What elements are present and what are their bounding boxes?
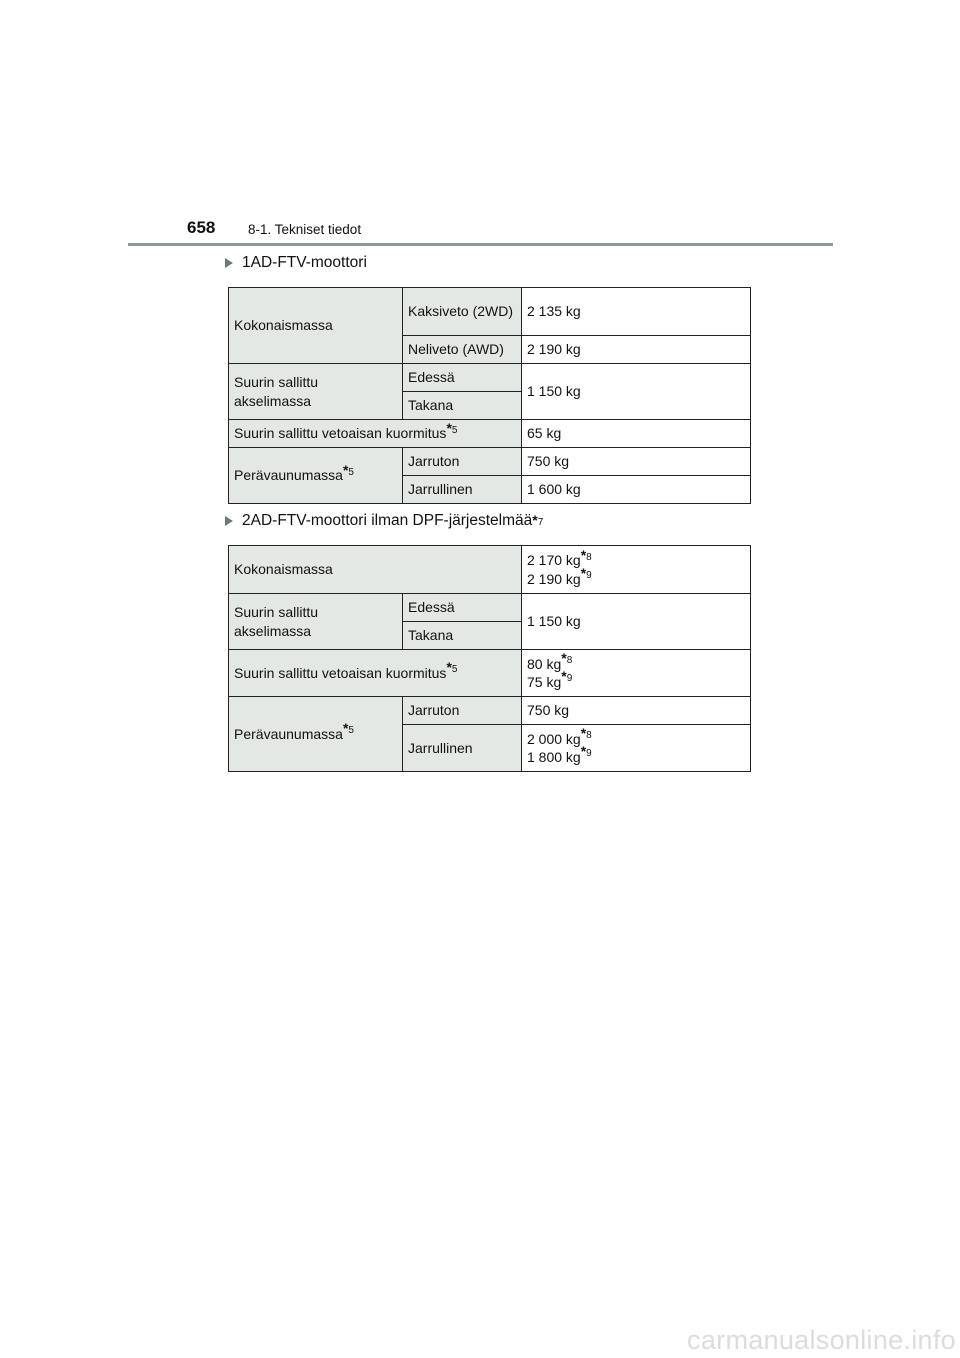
- table-row: [229, 288, 751, 336]
- cell-value: 1 150 kg: [522, 364, 751, 420]
- heading-text: 1AD-FTV-moottori: [242, 254, 367, 271]
- footnote-ref: *5: [342, 461, 354, 478]
- cell-label: Jarrullinen: [403, 725, 522, 772]
- footnote-ref: *7: [532, 511, 544, 528]
- cell-value: 2 170 $kg^{*8}$ 2 190 $kg^{*9}$: [522, 546, 751, 594]
- spec-table-1ad: [228, 287, 751, 504]
- cell-label: Takana: [403, 622, 522, 650]
- asterisk-icon: *: [446, 659, 452, 676]
- table-row: [229, 364, 751, 392]
- cell-value: 1 150 kg: [522, 594, 751, 650]
- asterisk-icon: *: [580, 743, 587, 760]
- cell-value: 750 kg: [522, 697, 751, 725]
- cell-value: 1 600 kg: [522, 476, 751, 504]
- watermark[interactable]: carmanualsonline.info: [687, 1325, 956, 1355]
- cell-label: Jarruton: [403, 448, 522, 476]
- section-title: 8-1. Tekniset tiedot: [248, 222, 362, 237]
- cell-label: Kaksiveto (2WD): [403, 288, 522, 336]
- footnote-ref: *5: [446, 419, 458, 436]
- asterisk-icon: *: [342, 461, 349, 478]
- cell-label: [229, 650, 522, 697]
- cell-label: Neliveto (AWD): [403, 336, 522, 364]
- cell-label: Jarrullinen: [403, 476, 522, 504]
- heading-text: 2AD-FTV-moottori ilman DPF-järjestelmää: [242, 512, 533, 529]
- table-row: [229, 546, 751, 594]
- cell-value: 2 135 kg: [522, 288, 751, 336]
- footnote-ref: *8: [580, 725, 592, 742]
- asterisk-icon: *: [580, 564, 587, 581]
- footnote-ref: *5: [446, 659, 458, 676]
- footnote-ref: *8: [580, 546, 592, 563]
- label-text: Perävaunumassa: [234, 725, 343, 742]
- asterisk-icon: *: [561, 668, 567, 685]
- cell-label: Edessä: [403, 594, 522, 622]
- cell-value: 2 190 kg: [522, 336, 751, 364]
- asterisk-icon: *: [561, 650, 567, 667]
- cell-label: [229, 697, 403, 772]
- cell-label: [229, 420, 522, 448]
- page-number: 658: [187, 218, 216, 237]
- table-row: [229, 697, 751, 725]
- section-heading-1ad: [225, 254, 367, 272]
- triangle-bullet-icon: [225, 516, 233, 526]
- asterisk-icon: *: [532, 511, 538, 528]
- header-divider: [128, 243, 833, 246]
- footnote-ref: *5: [342, 720, 354, 737]
- spec-table-2ad: [228, 545, 751, 772]
- cell-value: 65 kg: [522, 420, 751, 448]
- cell-value: 750 kg: [522, 448, 751, 476]
- cell-label: Takana: [403, 392, 522, 420]
- cell-value: 2 000 $kg^{*8}$ 1 800 $kg^{*9}$: [522, 725, 751, 772]
- footnote-ref: *9: [561, 668, 573, 685]
- table-row: [229, 420, 751, 448]
- section-heading-2ad: [225, 512, 543, 530]
- asterisk-icon: *: [580, 546, 587, 563]
- label-text: Perävaunumassa: [234, 467, 343, 484]
- footnote-ref: *9: [580, 743, 592, 760]
- label-text: Suurin sallittu vetoaisan kuormitus: [234, 664, 447, 681]
- cell-label: Edessä: [403, 364, 522, 392]
- asterisk-icon: *: [446, 419, 452, 436]
- table-row: [229, 448, 751, 476]
- asterisk-icon: *: [580, 725, 587, 742]
- cell-label: Kokonaismassa: [229, 288, 403, 364]
- table-row: [229, 594, 751, 622]
- label-text: Suurin sallittu vetoaisan kuormitus: [234, 425, 447, 442]
- cell-label: Suurin sallittu akselimassa: [229, 594, 403, 650]
- table-row: [229, 650, 751, 697]
- triangle-bullet-icon: [225, 258, 233, 268]
- cell-label: Kokonaismassa: [229, 546, 522, 594]
- cell-value: 80 $kg^{*8}$ 75 $kg^{*9}$: [522, 650, 751, 697]
- cell-label: Jarruton: [403, 697, 522, 725]
- asterisk-icon: *: [342, 720, 349, 737]
- footnote-ref: *9: [580, 564, 592, 581]
- cell-label: [229, 448, 403, 504]
- footnote-ref: *8: [561, 650, 573, 667]
- cell-label: Suurin sallittu akselimassa: [229, 364, 403, 420]
